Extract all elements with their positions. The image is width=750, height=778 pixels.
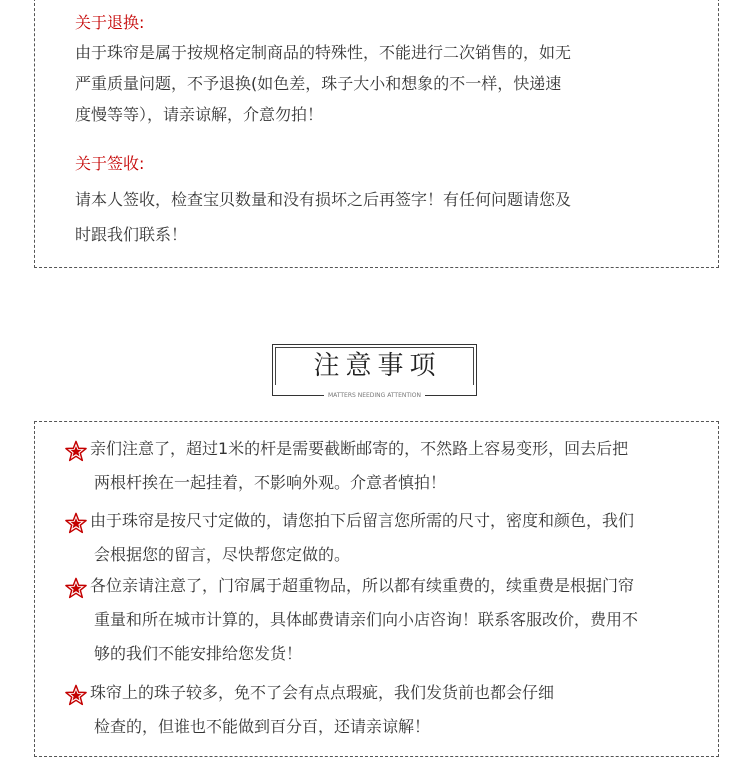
notice-line: 由于珠帘是按尺寸定做的，请您拍下后留言您所需的尺寸，密度和颜色，我们 [90, 511, 635, 530]
red-star-icon [65, 440, 87, 462]
notice-line: 重量和所在城市计算的，具体邮费请亲们向小店咨询！联系客服改价，费用不 [94, 610, 639, 629]
return-policy-text [75, 37, 571, 130]
sign-policy-title: 关于签收: [75, 154, 145, 173]
heading-title: 注意事项 [313, 351, 442, 381]
notice-line: 两根杆挨在一起挂着，不影响外观。介意者慎拍！ [94, 473, 447, 492]
notice-heading [272, 344, 477, 399]
sign-policy-text [75, 182, 571, 252]
red-star-icon [65, 512, 87, 534]
return-policy-title: 关于退换: [75, 13, 145, 32]
notice-line: 珠帘上的珠子较多，免不了会有点点瑕疵，我们发货前也都会仔细 [90, 683, 555, 702]
red-star-icon [65, 577, 87, 599]
policy-box [34, 0, 719, 268]
heading-subtitle-text: MATTERS NEEDING ATTENTION [324, 392, 425, 399]
notice-text [90, 432, 628, 500]
return-policy-line: 度慢等等），请亲谅解，介意勿拍！ [75, 105, 324, 124]
notice-box [34, 421, 719, 757]
notice-line: 各位亲请注意了，门帘属于超重物品，所以都有续重费的，续重费是根据门帘 [90, 576, 635, 595]
red-star-icon [65, 684, 87, 706]
heading-subtitle [273, 391, 476, 401]
return-policy-line: 由于珠帘是属于按规格定制商品的特殊性，不能进行二次销售的，如无 [75, 43, 572, 62]
notice-line: 够的我们不能安排给您发货！ [94, 644, 303, 663]
sign-policy-line: 时跟我们联系！ [75, 225, 188, 244]
notice-text [90, 676, 554, 744]
notice-line: 检查的，但谁也不能做到百分百，还请亲谅解！ [94, 717, 431, 736]
notice-text [90, 569, 638, 671]
sign-policy-line: 请本人签收，检查宝贝数量和没有损坏之后再签字！有任何问题请您及 [75, 190, 572, 209]
return-policy-line: 严重质量问题，不予退换(如色差，珠子大小和想象的不一样，快递速 [75, 74, 562, 93]
notice-line: 亲们注意了，超过1米的杆是需要截断邮寄的，不然路上容易变形，回去后把 [90, 439, 629, 458]
notice-line: 会根据您的留言，尽快帮您定做的。 [94, 545, 351, 564]
notice-text [90, 504, 634, 572]
